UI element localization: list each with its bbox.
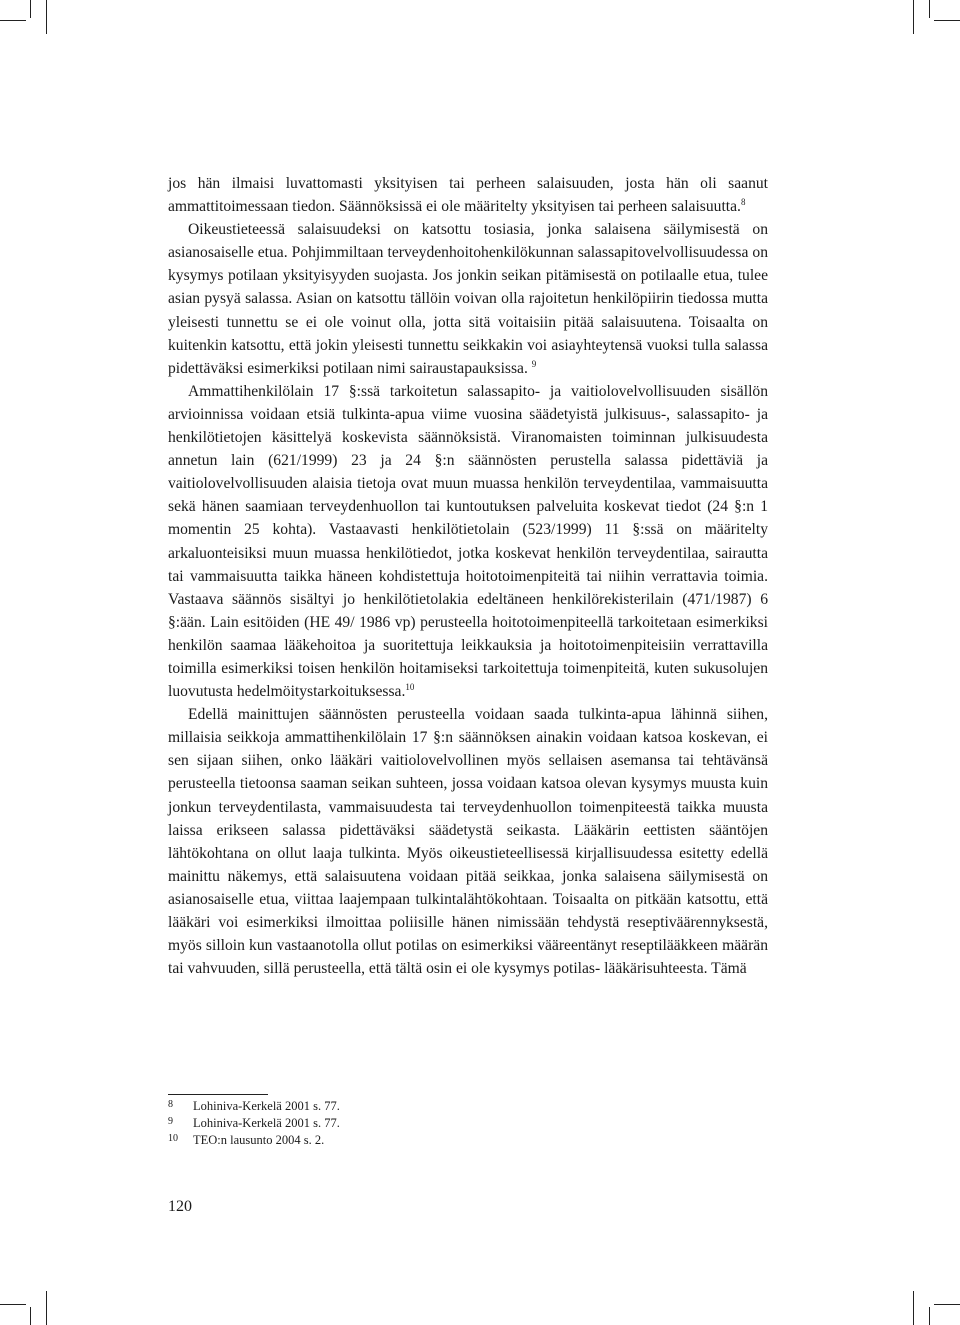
crop-mark [46,1291,47,1325]
footnote-text: Lohiniva-Kerkelä 2001 s. 77. [193,1116,340,1130]
footnote [168,1132,768,1149]
paragraph [168,703,768,980]
footnotes [168,1098,768,1149]
crop-mark [0,1304,26,1305]
footnote [168,1115,768,1132]
footnote-ref-8[interactable]: 8 [740,197,746,208]
crop-mark [934,20,960,21]
crop-mark [929,0,930,18]
paragraph-text: Oikeustieteessä salaisuudeksi on katsottu tosiasia, jonka salaisena säilymisestä on asianosaiselle etua. Pohjimmiltaan terveydenhoitohenkilökunnan salassapitovelvollisuudessa on kysymys potilaan yksityisyyden suojasta. Jos jonkin seikan pitämisestä on potilaalle etua, tulee asian pysyä salassa. Asian on katsottu tällöin voivan olla rajoitetun henkilöpiirin tiedossa mutta yleisesti tunnettu se ei ole voinut olla, jotta sitä voitaisiin pitää salaisuutena. Toisaalta on kuitenkin katsottu, että jokin yleisesti tunnettu seikkakin voi asiayhteytensä vuoksi tulla salassa pidettäväksi esimerkiksi potilaan nimi sairaustapauksissa. [168,221,768,377]
crop-mark [929,1307,930,1325]
footnote-number: 10 [168,1133,178,1144]
crop-mark [913,0,914,34]
paragraph-text: jos hän ilmaisi luvattomasti yksityisen tai perheen salaisuuden, josta hän oli saanut ammattitoimessaan tiedon. Säännöksissä ei ole määritelty yksityisen tai perheen salaisuutta. [168,175,768,216]
footnote-number: 9 [168,1116,173,1127]
footnote-number: 8 [168,1099,173,1110]
paragraph-text: Edellä mainittujen säännösten perusteella voidaan saada tulkinta-apua lähinnä siihen, millaisia seikkoja ammattihenkilölain 17 §:n säännöksen ainakin voidaan katsoa koskevan, ei sen sijaan siihen, onko lääkäri vaitiolovelvollinen myös sellaisen asemansa tai tehtävänsä perusteella tietoonsa saaman seikan suhteen, jossa voidaan katsoa olevan kysymys muusta kuin jonkun terveydentilasta, vammaisuudesta tai terveydenhuollon toimenpiteestä taikka muusta laissa erikseen salassa pidettäväksi säädetystä seikasta. Lääkärin eettisten sääntöjen lähtökohtana on ollut laaja tulkinta. Myös oikeustieteellisessä kirjallisuudessa esitetty edellä mainittu näkemys, että salaisuutena voidaan pitää seikkaa, jonka salaisena säilymisestä on asianosaiselle etua, viittaa laajempaan tulkintalähtökohtaan. Toisaalta on pitkään katsottu, että lääkäri voi esimerkiksi ilmoittaa poliisille hänen nimissään tehdystä reseptiväärennyksestä, myös silloin kun vastaanotolla ollut potilas on esimerkiksi vääreentänyt reseptilääkkeen määrän tai vahvuuden, sillä perusteella, että tältä osin ei ole kysymys potilas- lääkärisuhteesta. Tämä [168,706,768,978]
crop-mark [0,20,26,21]
footnote-text: TEO:n lausunto 2004 s. 2. [193,1133,325,1147]
paragraph [168,172,768,218]
footnote-ref-10[interactable]: 10 [405,682,415,693]
crop-mark [46,0,47,34]
footnote-text: Lohiniva-Kerkelä 2001 s. 77. [193,1099,340,1113]
crop-mark [913,1291,914,1325]
body-text [168,172,768,980]
footnote-ref-9[interactable]: 9 [531,358,537,369]
crop-mark [30,0,31,18]
crop-mark [934,1304,960,1305]
paragraph-text: Ammattihenkilölain 17 §:ssä tarkoitetun salassapito- ja vaitiolovelvollisuuden sisällön arvioinnissa voidaan etsiä tulkinta-apua viime vuosina säädetyistä julkisuus-, salassapito- ja henkilötietojen käsittelyä koskevista säännöksistä. Viranomaisten toiminnan julkisuudesta annetun lain (621/1999) 23 ja 24 §:n säännösten perustella salassa pidettäviä ja vaitiolovelvollisuuden alaisia tietoja ovat muun muassa henkilön terveydentilaa, vammaisuutta sekä hänen saamiaan terveydenhuollon tai kuntoutuksen palveluita koskevat tiedot (24 §:n 1 momentin 25 kohta). Vastaavasti henkilötietolain (523/1999) 11 §:ssä on määritelty arkaluonteisiksi muun muassa henkilötiedot, jotka koskevat henkilön terveydentilaa, sairautta tai vammaisuutta taikka häneen kohdistettuja hoitotoimenpiteitä tai niihin verrattavia toimia. Vastaava säännös sisältyi jo henkilötietolakia edeltäneen henkilörekisterilain (471/1987) 6 §:ään. Lain esitöiden (HE 49/ 1986 vp) perusteella hoitotoimenpiteellä tarkoitetaan esimerkiksi henkilön saamaa lääkehoitoa ja suoritettuja leikkauksia ja hoitotoimenpiteisiin verrattavilla toimilla esimerkiksi toisen henkilön hoitamiseksi tarkoitettuja toimenpiteitä, kuten sukusolujen luovutusta hedelmöitystarkoituksessa. [168,382,768,701]
page-number: 120 [168,1198,192,1215]
footnote-separator [168,1094,268,1095]
paragraph [168,218,768,380]
paragraph [168,380,768,703]
footnote [168,1098,768,1115]
crop-mark [30,1307,31,1325]
